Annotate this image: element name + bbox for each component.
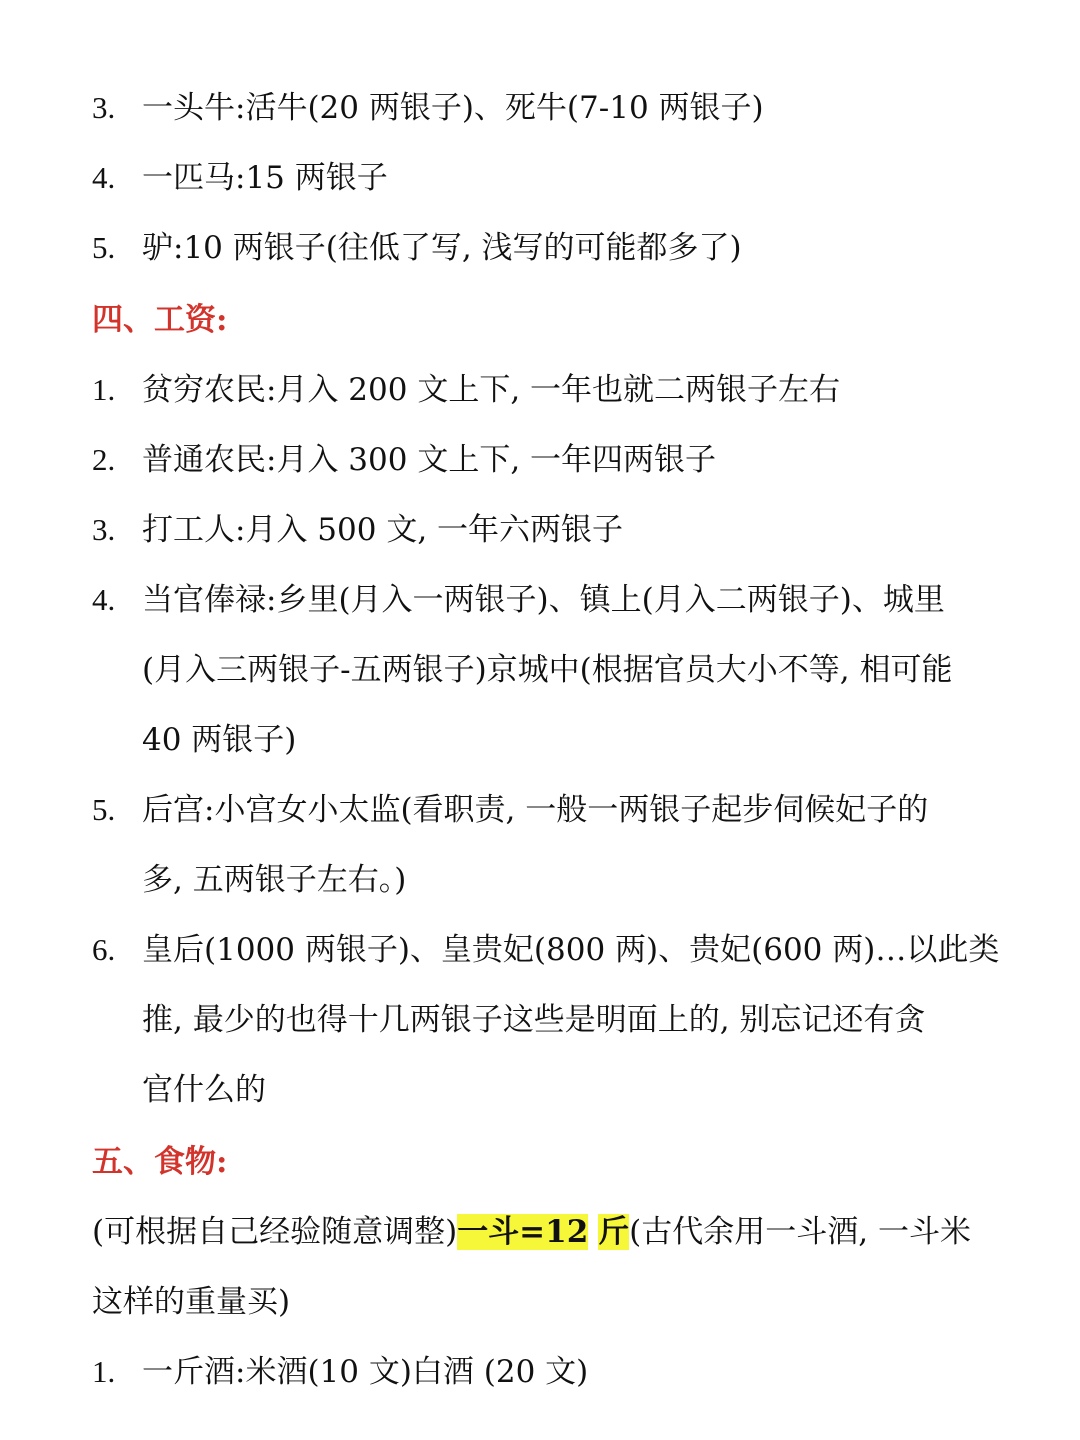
list-number: 4. [92, 160, 116, 195]
list-number: 5. [92, 792, 116, 827]
list-number: 1. [92, 372, 116, 407]
list-text: 打工人:月入 500 文, 一年六两银子 [142, 512, 624, 548]
list-number: 1. [92, 1354, 116, 1389]
list-text: 普通农民:月入 300 文上下, 一年四两银子 [142, 442, 717, 478]
section-heading-wages: 四、工资: [92, 302, 228, 338]
highlight-jin: 斤 [598, 1214, 630, 1250]
list-number: 3. [92, 90, 116, 125]
list-text: 驴:10 两银子(往低了写, 浅写的可能都多了) [142, 230, 742, 266]
list-number: 3. [92, 512, 116, 547]
list-text: 皇后(1000 两银子)、皇贵妃(800 两)、贵妃(600 两)…以此类 [142, 932, 1000, 968]
list-text: 后宫:小宫女小太监(看职责, 一般一两银子起步伺候妃子的 [142, 792, 929, 828]
intro-note-tail: (古代余用一斗酒, 一斗米 [629, 1214, 971, 1250]
food-intro-text [92, 1212, 971, 1252]
list-text: 推, 最少的也得十几两银子这些是明面上的, 别忘记还有贪 [142, 1002, 926, 1038]
list-text: 一斤酒:米酒(10 文)白酒 (20 文) [142, 1354, 589, 1390]
list-number: 6. [92, 932, 116, 967]
list-text: 一头牛:活牛(20 两银子)、死牛(7-10 两银子) [142, 90, 764, 126]
list-text: 多, 五两银子左右。) [142, 862, 407, 898]
list-text: 一匹马:15 两银子 [142, 160, 388, 196]
intro-note: (可根据自己经验随意调整) [92, 1214, 458, 1250]
list-text: 当官俸禄:乡里(月入一两银子)、镇上(月入二两银子)、城里 [142, 582, 945, 618]
list-number: 4. [92, 582, 116, 617]
section-heading-food: 五、食物: [92, 1144, 228, 1180]
list-text: 贫穷农民:月入 200 文上下, 一年也就二两银子左右 [142, 372, 841, 408]
list-number: 5. [92, 230, 116, 265]
list-text: (月入三两银子-五两银子)京城中(根据官员大小不等, 相可能 [142, 652, 953, 688]
list-text: 40 两银子) [142, 722, 297, 758]
list-number: 2. [92, 442, 116, 477]
food-intro-text: 这样的重量买) [92, 1284, 291, 1320]
list-text: 官什么的 [142, 1072, 266, 1108]
highlight-dou: 一斗=12 [457, 1214, 589, 1250]
